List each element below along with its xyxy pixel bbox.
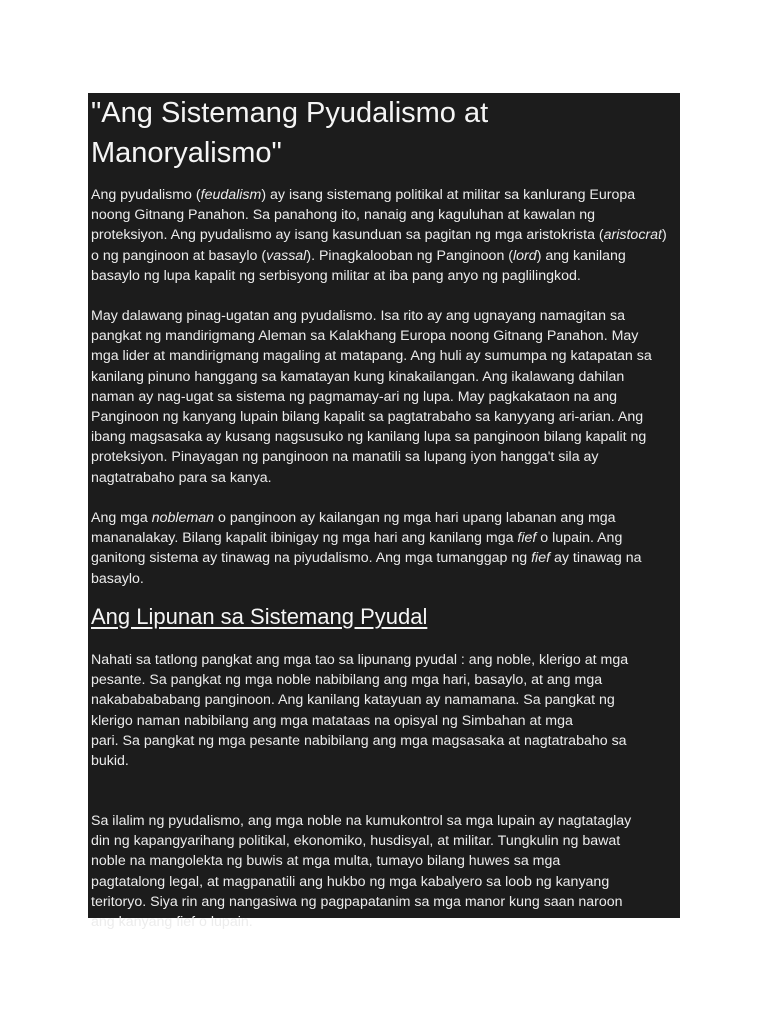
text-line: mga lider at mandirigmang magaling at matapang. Ang huli ay sumumpa ng katapatan sa [91,348,652,365]
text-line [91,528,679,548]
text-line: naman ay nag-ugat sa sistema ng pagmamay-ari ng lupa. May pagkakataon na ang [91,388,618,405]
text-run: proteksiyon. Ang pyudalismo ay isang kasunduan sa pagitan ng mga aristokrista ( [91,227,604,244]
text-run: ) [661,227,667,244]
text-line: basaylo. [91,570,144,587]
italic-term: feudalism [200,187,262,203]
text-run: ganitong sistema ay tinawag na piyudalismo. Ang mga tumanggap ng [91,550,532,567]
paragraph-nobleman [91,508,679,589]
text-run: ) ang kanilang [536,247,626,264]
text-line: ang kanyang fief o lupain. [91,914,253,931]
italic-term: aristocrat [603,227,662,244]
text-line: teritoryo. Siya rin ang nangasiwa ng pagpapatanim sa mga manor kung saan naroon [91,893,623,910]
text-line: Panginoon ng kanyang lupain bilang kapalit sa pagtatrabaho sa kanyyang ari-arian. Ang [91,409,644,426]
text-line [91,225,679,245]
text-line: klerigo naman nabibilang ang mga matataas na opisyal ng Simbahan at mga [91,712,573,729]
text-line: noong Gitnang Panahon. Sa panahong ito, nanaig ang kaguluhan at kawalan ng [91,207,596,224]
text-line: ibang magsasaka ay kusang nagsusuko ng kanilang lupa sa panginoon bilang kapalit ng [91,429,647,446]
paragraph-intro [91,185,679,286]
text-line: pesante. Sa pangkat ng mga noble nabibilang ang mga hari, basaylo, at ang mga [91,672,603,689]
text-line: nagtatrabaho para sa kanya. [91,469,272,486]
text-line: nakababababang panginoon. Ang kanilang katayuan ay namamana. Sa pangkat ng [91,692,615,709]
text-run: o lupain. Ang [536,530,623,547]
paragraph-noble-powers [91,811,679,932]
italic-term: nobleman [151,510,215,526]
text-line [91,508,679,528]
title-line: "Ang Sistemang Pyudalismo at [91,97,489,129]
text-run: o panginoon ay kailangan ng mga hari upang labanan ang mga [214,510,616,526]
text-line: kanilang pinuno hanggang sa kamatayan kung kinakailangan. Ang ikalawang dahilan [91,368,625,385]
document-title [91,93,677,173]
text-line: pagtatalong legal, at magpanatili ang hukbo ng mga kabalyero sa loob ng kanyang [91,873,610,890]
text-line: proteksiyon. Pinayagan ng panginoon na manatili sa lupang iyon hangga't sila ay [91,449,599,466]
text-line: bukid. [91,753,129,770]
section-heading: Ang Lipunan sa Sistemang Pyudal [91,604,428,629]
paragraph-origins [91,306,679,488]
text-line: basaylo ng lupa kapalit ng serbisyong militar at iba pang anyo ng paglilingkod. [91,267,581,284]
text-run: o ng panginoon at basaylo ( [91,247,267,264]
italic-term: lord [513,247,537,264]
text-line: May dalawang pinag-ugatan ang pyudalismo. Isa rito ay ang ugnayang namagitan sa [91,308,625,324]
text-run: Ang pyudalismo ( [91,187,201,203]
text-line: Nahati sa tatlong pangkat ang mga tao sa lipunang pyudal : ang noble, klerigo at mga [91,652,629,668]
title-line: Manoryalismo" [91,137,282,169]
text-line [91,185,679,205]
paragraph-social-classes [91,650,679,771]
text-line: din ng kapangyarihang politikal, ekonomiko, husdisyal, at militar. Tungkulin ng bawat [91,833,621,850]
text-line: pari. Sa pangkat ng mga pesante nabibilang ang mga magsasaka at nagtatrabaho sa [91,732,627,749]
text-line: Sa ilalim ng pyudalismo, ang mga noble na kumukontrol sa mga lupain ay nagtataglay [91,813,632,829]
italic-term: vassal [266,247,307,264]
text-line: noble na mangolekta ng buwis at mga multa, tumayo bilang huwes sa mga [91,853,561,870]
text-line [91,246,679,266]
text-line: pangkat ng mandirigmang Aleman sa Kalakhang Europa noong Gitnang Panahon. May [91,328,639,345]
text-run: ). Pinagkalooban ng Panginoon ( [306,247,514,264]
text-run: Ang mga [91,510,152,526]
italic-term: fief [531,550,551,567]
italic-term: fief [517,530,537,547]
document-page [88,93,680,931]
text-run: ay tinawag na [550,550,642,567]
text-run: mananalakay. Bilang kapalit ibinigay ng mga hari ang kanilang mga [91,530,518,547]
text-line [91,548,679,568]
text-run: ) ay isang sistemang politikal at militar sa kanlurang Europa [261,187,636,203]
